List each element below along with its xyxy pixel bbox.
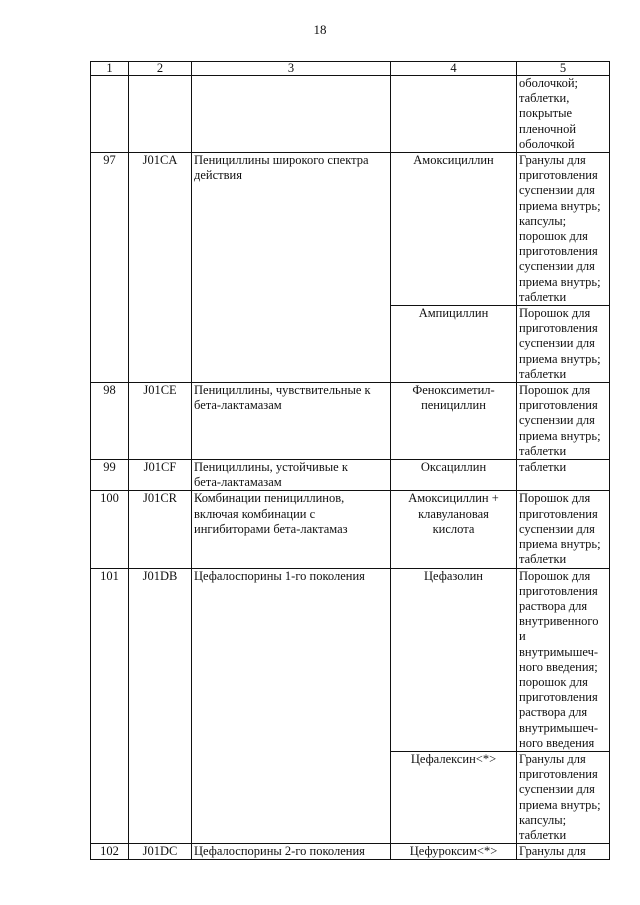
drug-name-cell (391, 383, 517, 460)
atc-code: J01DB (142, 568, 178, 583)
drug-name-cell (391, 751, 517, 843)
atc-code-cell (129, 460, 192, 491)
drug-name-cell (391, 568, 517, 751)
atc-code-cell (129, 568, 192, 844)
dosage-form-cell (517, 460, 610, 491)
table-row (91, 383, 610, 460)
dosage-form-cell (517, 751, 610, 843)
group-cell (192, 76, 391, 153)
dosage-form-cell (517, 383, 610, 460)
column-header: 1 (91, 62, 129, 76)
atc-code-cell (129, 76, 192, 153)
dosage-form-text: Гранулы для приготовления суспензии для приема внутрь; капсулы; таблетки (519, 751, 601, 842)
group-name: Пенициллины, чувствительные к бета-лактамазам (194, 383, 371, 413)
table-row (91, 460, 610, 491)
row-number-cell (91, 568, 129, 844)
row-number: 101 (100, 568, 119, 583)
row-number: 100 (100, 491, 119, 506)
row-number: 99 (103, 460, 116, 475)
drug-name: Цефуроксим<*> (409, 844, 498, 859)
drug-table (90, 61, 610, 860)
row-number-cell (91, 76, 129, 153)
drug-name-cell (391, 76, 517, 153)
row-number: 98 (103, 383, 116, 398)
column-header: 4 (391, 62, 517, 76)
column-header: 3 (192, 62, 391, 76)
row-number-cell (91, 844, 129, 860)
drug-name-cell (391, 844, 517, 860)
atc-code-cell (129, 383, 192, 460)
atc-code-cell (129, 491, 192, 568)
drug-name: Амоксициллин (413, 153, 494, 168)
drug-name-cell (391, 460, 517, 491)
dosage-form-text: Гранулы для приготовления суспензии для приема внутрь; капсулы; порошок для приготовления суспензии для приема внутрь; таблетки (519, 153, 601, 304)
group-name: Комбинации пенициллинов, включая комбинации с ингибиторами бета-лактамаз (194, 491, 348, 536)
row-number-cell (91, 153, 129, 383)
dosage-form-cell (517, 306, 610, 383)
drug-name-cell (391, 306, 517, 383)
dosage-form-text: Порошок для приготовления раствора для внутривенного и внутримышеч- ного введения; порошок для приготовления раствора для внутримышеч- ного введения (519, 568, 599, 750)
drug-name-cell (391, 491, 517, 568)
group-cell (192, 844, 391, 860)
row-number: 97 (103, 153, 116, 168)
row-number-cell (91, 491, 129, 568)
drug-name: Цефалексин<*> (410, 751, 497, 766)
drug-name: Феноксиметил- пенициллин (412, 383, 495, 413)
group-name: Цефалоспорины 2-го поколения (194, 844, 365, 859)
group-name: Пенициллины, устойчивые к бета-лактамазам (194, 460, 348, 490)
dosage-form-text: Гранулы для (519, 844, 586, 859)
atc-code: J01CR (142, 491, 178, 506)
dosage-form-cell (517, 568, 610, 751)
column-header: 2 (129, 62, 192, 76)
atc-code: J01CA (142, 153, 178, 168)
dosage-form-text: оболочкой; таблетки, покрытые пленочной оболочкой (519, 76, 578, 151)
row-number-cell (91, 383, 129, 460)
dosage-form-text: Порошок для приготовления суспензии для приема внутрь; таблетки (519, 306, 601, 381)
table-row (91, 491, 610, 568)
column-header: 5 (517, 62, 610, 76)
table-row (91, 76, 610, 153)
atc-code: J01DC (142, 844, 178, 859)
atc-code: J01CF (143, 460, 177, 475)
table-row (91, 844, 610, 860)
drug-name: Ампициллин (418, 306, 489, 321)
atc-code: J01CE (143, 383, 177, 398)
dosage-form-cell (517, 844, 610, 860)
group-cell (192, 568, 391, 844)
dosage-form-text: таблетки (519, 460, 567, 475)
group-name: Цефалоспорины 1-го поколения (194, 568, 365, 583)
group-cell (192, 460, 391, 491)
dosage-form-cell (517, 153, 610, 306)
dosage-form-cell (517, 76, 610, 153)
group-cell (192, 383, 391, 460)
row-number: 102 (100, 844, 119, 859)
atc-code-cell (129, 153, 192, 383)
dosage-form-cell (517, 491, 610, 568)
group-cell (192, 491, 391, 568)
row-number-cell (91, 460, 129, 491)
table-row (91, 153, 610, 306)
drug-name-cell (391, 153, 517, 306)
table-header-row (91, 62, 610, 76)
dosage-form-text: Порошок для приготовления суспензии для приема внутрь; таблетки (519, 383, 601, 458)
drug-name: Цефазолин (424, 568, 483, 583)
group-cell (192, 153, 391, 383)
dosage-form-text: Порошок для приготовления суспензии для приема внутрь; таблетки (519, 491, 601, 567)
drug-name: Оксациллин (420, 460, 487, 475)
drug-name: Амоксициллин + клавулановая кислота (408, 491, 499, 536)
group-name: Пенициллины широкого спектра действия (194, 153, 369, 183)
atc-code-cell (129, 844, 192, 860)
page-number: 18 (313, 22, 327, 37)
table-row (91, 568, 610, 751)
